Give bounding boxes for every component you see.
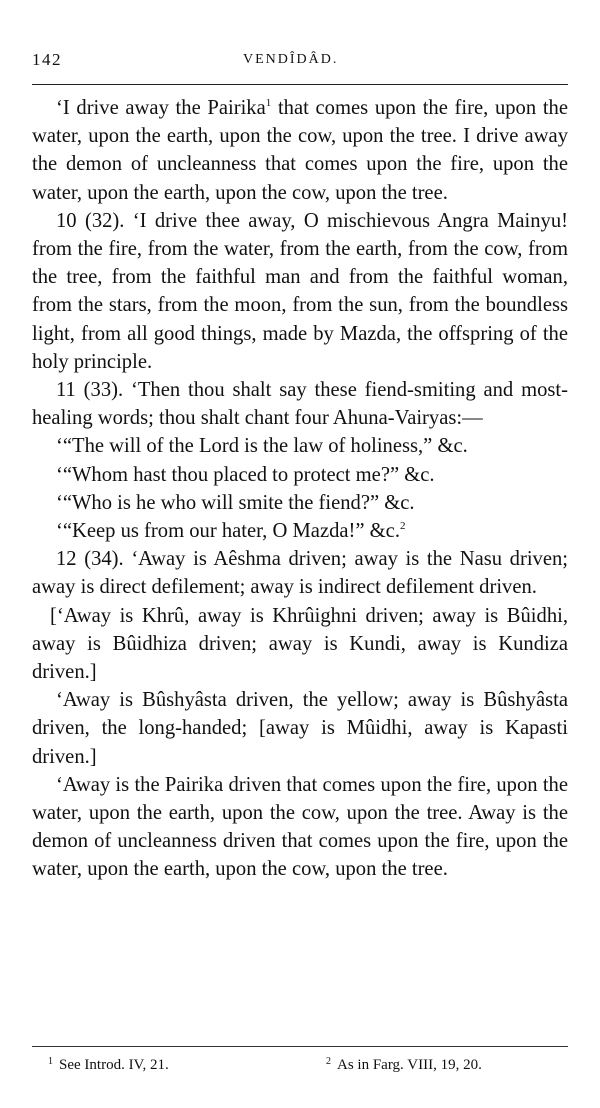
quote-line: ‘“Who is he who will smite the fiend?” &c. — [56, 491, 415, 514]
quote-line: ‘“The will of the Lord is the law of holiness,” &c. — [56, 435, 468, 458]
footnote-text: As in Farg. VIII, 19, 20. — [337, 1057, 482, 1073]
footnote — [326, 1056, 482, 1074]
paragraph: 12 (34). ‘Away is Aêshma driven; away is the Nasu driven; away is direct defilement; away is indirect defilement driven. — [32, 548, 568, 599]
book-page — [32, 0, 568, 1108]
footnote — [48, 1056, 169, 1074]
footnote-text: See Introd. IV, 21. — [59, 1057, 169, 1073]
header-rule — [32, 84, 568, 85]
paragraph — [32, 94, 568, 207]
footnote-mark: 1 — [48, 1056, 53, 1067]
page-number: 142 — [32, 50, 62, 69]
running-title: VENDÎDÂD. — [243, 52, 339, 67]
footnotes — [32, 1056, 568, 1080]
paragraph: 10 (32). ‘I drive thee away, O mischievous Angra Mainyu! from the fire, from the water, from the earth, from the cow, from the tree, from the faithful man and from the faithful woman, from the stars, from the moon, from the sun, from the boundless light, from all good things, made by Mazda, the offspring of the holy principle. — [32, 209, 568, 373]
footnote-reference: 2 — [399, 520, 406, 533]
footnote-reference: 1 — [265, 97, 272, 109]
footnote-rule — [32, 1046, 568, 1047]
paragraph: ‘Away is the Pairika driven that comes upon the fire, upon the water, upon the earth, upon the cow, upon the tree. Away is the demon of uncleanness driven that comes upon the fire, upon the water, upon the earth, upon the cow, upon the tree. — [32, 773, 568, 881]
body-text — [32, 94, 568, 884]
paragraph-text: ‘I drive away the Pairika — [56, 97, 266, 119]
quote-line: ‘“Whom hast thou placed to protect me?” &c. — [56, 463, 435, 486]
paragraph: [‘Away is Khrû, away is Khrûighni driven; away is Bûidhi, away is Bûidhiza driven; away is Kundi, away is Kundiza driven.] — [32, 604, 568, 684]
paragraph-text: ‘“Keep us from our hater, O Mazda!” &c. — [56, 520, 400, 543]
quote-line — [32, 517, 568, 545]
footnote-mark: 2 — [326, 1056, 331, 1067]
paragraph: 11 (33). ‘Then thou shalt say these fiend-smiting and most-healing words; thou shalt chant four Ahuna-Vairyas:— — [32, 379, 568, 430]
page-header — [32, 50, 568, 72]
paragraph-text: that comes upon the fire, upon the water, upon the earth, upon the cow, upon the tree. I drive away the demon of uncleanness that comes upon the fire, upon the water, upon the earth, upon the cow, upon the tree. — [32, 97, 568, 204]
paragraph: ‘Away is Bûshyâsta driven, the yellow; away is Bûshyâsta driven, the long-handed; [away is Mûidhi, away is Kapasti driven.] — [32, 689, 568, 768]
